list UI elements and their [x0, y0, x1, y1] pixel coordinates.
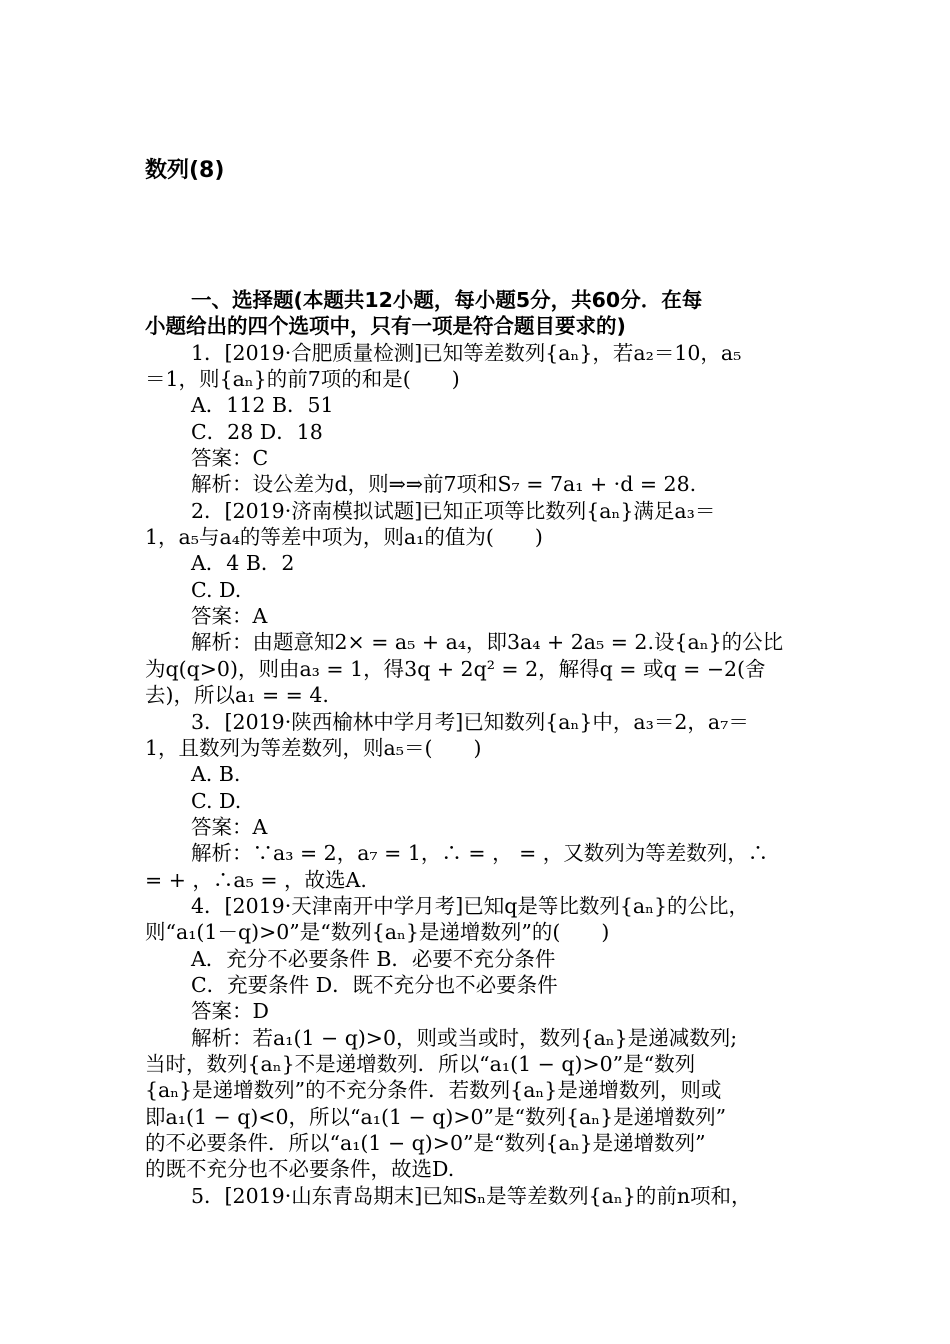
question-stem-line: 1，且数列为等差数列，则a₅＝( ): [145, 735, 482, 760]
question-stem-line: 1，a₅与a₄的等差中项为，则a₁的值为( ): [145, 525, 543, 550]
analysis-line: 解析：设公差为d，则⇒⇒前7项和S₇ = 7a₁ + ·d = 28.: [191, 472, 697, 497]
question-stem-line: ＝1，则{aₙ}的前7项的和是( ): [145, 367, 460, 392]
analysis-line: 的不必要条件．所以“a₁(1 − q)>0”是“数列{aₙ}是递增数列”: [145, 1131, 706, 1155]
option-line: C．充要条件 D．既不充分也不必要条件: [191, 972, 558, 997]
question-stem-line: 5．[2019·山东青岛期末]已知Sₙ是等差数列{aₙ}的前n项和，: [191, 1183, 752, 1208]
option-line: C. D.: [191, 788, 242, 813]
question-stem-line: 1．[2019·合肥质量检测]已知等差数列{aₙ}，若a₂＝10，a₅: [191, 340, 742, 365]
option-line: C. D.: [191, 577, 242, 602]
answer-line: 答案：D: [191, 999, 269, 1024]
analysis-line: 解析：∵a₃ = 2，a₇ = 1，∴ = ， = ，又数列为等差数列，∴: [191, 841, 769, 866]
option-line: A．4 B．2: [191, 551, 295, 576]
option-line: A．112 B．51: [191, 393, 334, 418]
analysis-line: 为q(q>0)，则由a₃ = 1，得3q + 2q² = 2，解得q = 或q = −2(舍: [145, 656, 766, 681]
question-stem-line: 4．[2019·天津南开中学月考]已知q是等比数列{aₙ}的公比，: [191, 893, 750, 918]
answer-line: 答案：A: [191, 814, 268, 839]
analysis-line: 的既不充分也不必要条件，故选D.: [145, 1157, 455, 1182]
option-line: A．充分不必要条件 B．必要不充分条件: [191, 946, 556, 971]
analysis-line: 去)，所以a₁ = = 4.: [145, 683, 329, 708]
analysis-line: 即a₁(1 − q)<0，所以“a₁(1 − q)>0”是“数列{aₙ}是递增数列”: [145, 1104, 727, 1129]
analysis-line: {aₙ}是递增数列”的不充分条件．若数列{aₙ}是递增数列，则或: [145, 1078, 722, 1103]
document-title: 数列(8): [145, 158, 225, 183]
analysis-line: = + ，∴a₅ = ，故选A.: [145, 867, 367, 892]
question-stem-line: 2．[2019·济南模拟试题]已知正项等比数列{aₙ}满足a₃＝: [191, 498, 716, 523]
section-heading-line: 小题给出的四个选项中，只有一项是符合题目要求的): [145, 314, 626, 339]
question-stem-line: 3．[2019·陕西榆林中学月考]已知数列{aₙ}中，a₃＝2，a₇＝: [191, 709, 749, 734]
question-stem-line: 则“a₁(1－q)>0”是“数列{aₙ}是递增数列”的( ): [145, 920, 610, 945]
section-heading-line: 一、选择题(本题共12小题，每小题5分，共60分．在每: [191, 288, 703, 312]
analysis-line: 解析：若a₁(1 − q)>0，则或当或时，数列{aₙ}是递减数列;: [191, 1025, 738, 1050]
option-line: A. B.: [191, 762, 241, 787]
answer-line: 答案：C: [191, 446, 269, 471]
analysis-line: 当时，数列{aₙ}不是递增数列．所以“a₁(1 − q)>0”是“数列: [145, 1051, 696, 1076]
document-body: [145, 287, 810, 1209]
option-line: C．28 D．18: [191, 419, 323, 444]
analysis-line: 解析：由题意知2× = a₅ + a₄，即3a₄ + 2a₅ = 2.设{aₙ}的公比: [191, 630, 784, 655]
answer-line: 答案：A: [191, 604, 268, 629]
